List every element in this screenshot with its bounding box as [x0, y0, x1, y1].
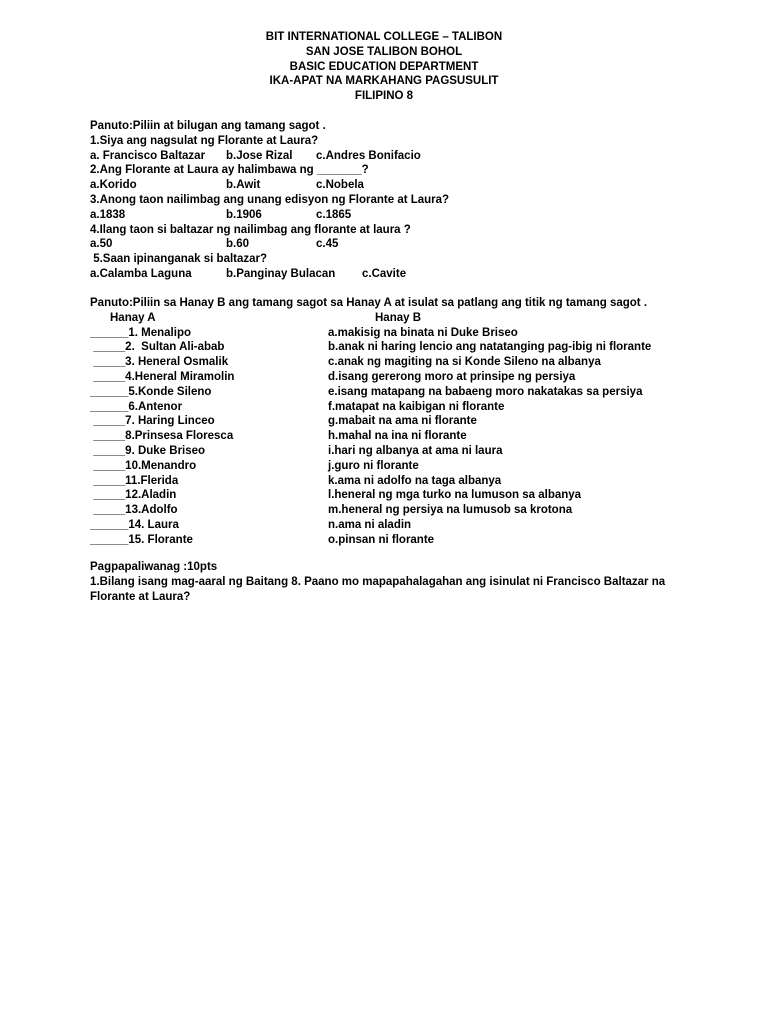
- option-b: b.Awit: [226, 179, 261, 192]
- options-row: [90, 178, 730, 193]
- essay-section: [90, 560, 730, 604]
- options-row: [90, 208, 730, 223]
- hanay-b-item: b.anak ni haring lencio ang natatanging pag-ibig ni florante: [328, 341, 652, 354]
- part3-title: Pagpapaliwanag :10pts: [90, 561, 218, 573]
- hanay-a-label: Hanay A: [110, 311, 156, 324]
- option-b: b.Jose Rizal: [226, 149, 293, 162]
- hanay-a-item: ______5.Konde Sileno: [90, 385, 212, 398]
- hanay-b-item: n.ama ni aladin: [328, 518, 412, 531]
- document-header: [0, 30, 768, 104]
- hanay-b-item: f.matapat na kaibigan ni florante: [328, 400, 505, 413]
- matching-row: [90, 385, 730, 400]
- hanay-b-item: c.anak ng magiting na si Konde Sileno na albanya: [328, 356, 601, 369]
- department-name: BASIC EDUCATION DEPARTMENT: [289, 60, 479, 73]
- options-row: [90, 149, 730, 164]
- question-2: [90, 163, 730, 193]
- options-row: [90, 237, 730, 252]
- exam-title: IKA-APAT NA MARKAHANG PAGSUSULIT: [269, 75, 499, 88]
- option-c: c.Cavite: [362, 267, 407, 280]
- part1-instruction: Panuto:Piliin at bilugan ang tamang sagot .: [90, 120, 326, 132]
- option-c: c.1865: [316, 208, 352, 221]
- question-text: 5.Saan ipinanganak si baltazar?: [90, 253, 268, 266]
- hanay-a-item: _____3. Heneral Osmalik: [90, 356, 229, 369]
- hanay-a-item: _____7. Haring Linceo: [90, 415, 215, 428]
- question-text: 2.Ang Florante at Laura ay halimbawa ng _______?: [90, 164, 369, 177]
- hanay-b-item: e.isang matapang na babaeng moro nakatakas sa persiya: [328, 385, 643, 398]
- option-c: c.Andres Bonifacio: [316, 149, 421, 162]
- hanay-a-item: _____12.Aladin: [90, 489, 177, 502]
- option-a: a.Calamba Laguna: [90, 267, 192, 280]
- hanay-a-item: _____8.Prinsesa Floresca: [90, 430, 234, 443]
- option-a: a.1838: [90, 208, 126, 221]
- question-4: [90, 223, 730, 253]
- matching-rows: [90, 326, 730, 548]
- matching-row: [90, 518, 730, 533]
- option-a: a. Francisco Baltazar: [90, 149, 206, 162]
- matching-column-headers: [90, 311, 730, 326]
- option-c: c.Nobela: [316, 179, 364, 192]
- hanay-a-item: _____9. Duke Briseo: [90, 444, 206, 457]
- question-text: 4.Ilang taon si baltazar ng nailimbag ang florante at laura ?: [90, 223, 411, 236]
- matching-row: [90, 326, 730, 341]
- hanay-b-label: Hanay B: [375, 311, 422, 324]
- hanay-b-item: j.guro ni florante: [328, 459, 419, 472]
- question-3: [90, 193, 730, 223]
- option-b: b.1906: [226, 208, 262, 221]
- hanay-a-item: ______1. Menalipo: [90, 326, 191, 339]
- school-address: SAN JOSE TALIBON BOHOL: [305, 45, 463, 58]
- option-a: a.Korido: [90, 179, 137, 192]
- subject-title: FILIPINO 8: [354, 90, 414, 103]
- hanay-a-item: _____2. Sultan Ali-abab: [90, 341, 225, 354]
- multiple-choice-section: [90, 119, 730, 282]
- matching-row: [90, 370, 730, 385]
- hanay-b-item: d.isang gererong moro at prinsipe ng persiya: [328, 370, 576, 383]
- option-c: c.45: [316, 238, 339, 251]
- hanay-b-item: o.pinsan ni florante: [328, 533, 435, 546]
- options-row: [90, 267, 730, 282]
- question-1: [90, 134, 730, 164]
- hanay-a-item: ______6.Antenor: [90, 400, 183, 413]
- question-text: 1.Siya ang nagsulat ng Florante at Laura?: [90, 134, 319, 147]
- matching-row: [90, 340, 730, 355]
- hanay-a-item: _____11.Flerida: [90, 474, 179, 487]
- hanay-a-item: ______14. Laura: [90, 518, 179, 531]
- school-name: BIT INTERNATIONAL COLLEGE – TALIBON: [265, 31, 503, 43]
- matching-row: [90, 429, 730, 444]
- hanay-b-item: k.ama ni adolfo na taga albanya: [328, 474, 502, 487]
- matching-row: [90, 533, 730, 548]
- hanay-b-item: m.heneral ng persiya na lumusob sa krotona: [328, 504, 573, 517]
- question-5: [90, 252, 730, 282]
- hanay-b-item: i.hari ng albanya at ama ni laura: [328, 444, 503, 457]
- option-b: b.Panginay Bulacan: [226, 267, 336, 280]
- hanay-b-item: h.mahal na ina ni florante: [328, 430, 467, 443]
- hanay-b-item: g.mabait na ama ni florante: [328, 415, 477, 428]
- matching-row: [90, 503, 730, 518]
- matching-row: [90, 414, 730, 429]
- hanay-a-item: ______15. Florante: [90, 533, 193, 546]
- question-text: 3.Anong taon nailimbag ang unang edisyon ng Florante at Laura?: [90, 193, 450, 206]
- option-b: b.60: [226, 238, 250, 251]
- matching-row: [90, 488, 730, 503]
- matching-row: [90, 355, 730, 370]
- matching-row: [90, 400, 730, 415]
- hanay-a-item: _____13.Adolfo: [90, 504, 178, 517]
- hanay-b-item: a.makisig na binata ni Duke Briseo: [328, 326, 518, 339]
- matching-row: [90, 474, 730, 489]
- essay-question: 1.Bilang isang mag-aaral ng Baitang 8. Paano mo mapapahalagahan ang isinulat ni Francisco Baltazar na Florante at Laura?: [90, 575, 666, 603]
- matching-section: [90, 296, 730, 548]
- part2-instruction: Panuto:Piliin sa Hanay B ang tamang sagot sa Hanay A at isulat sa patlang ang titik ng tamang sagot .: [90, 297, 648, 309]
- hanay-a-item: _____4.Heneral Miramolin: [90, 370, 235, 383]
- matching-row: [90, 444, 730, 459]
- hanay-b-item: l.heneral ng mga turko na lumuson sa albanya: [328, 489, 582, 502]
- option-a: a.50: [90, 238, 113, 251]
- hanay-a-item: _____10.Menandro: [90, 459, 197, 472]
- matching-row: [90, 459, 730, 474]
